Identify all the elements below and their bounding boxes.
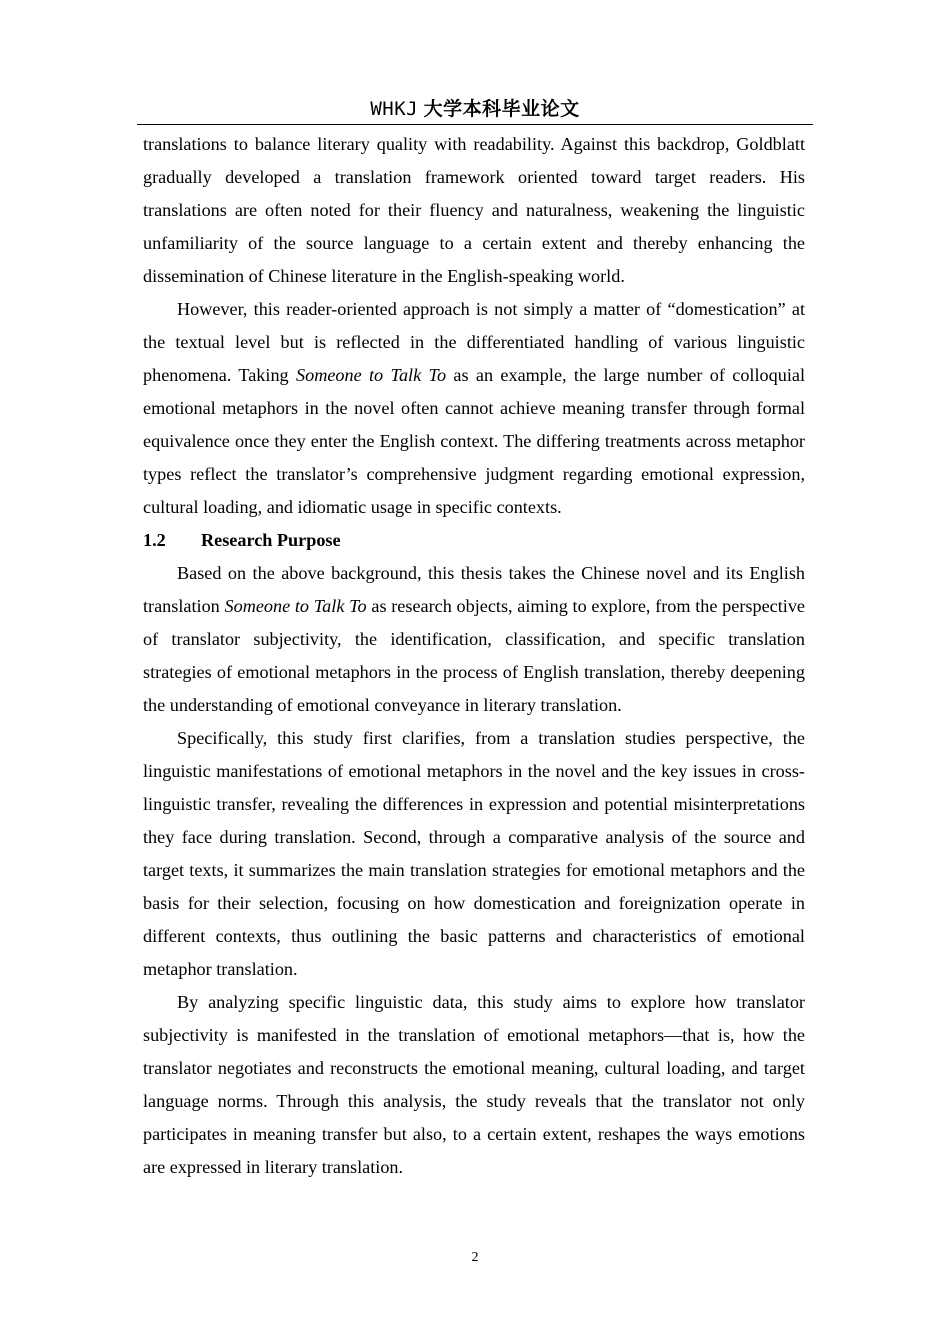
header-cjk: 大学本科毕业论文 bbox=[423, 98, 580, 120]
paragraph-5: By analyzing specific linguistic data, this study aims to explore how translator subjectivity is manifested in the translation of emotional metaphors—that is, how the translator negotiates and reconstructs the emotional meaning, cultural loading, and target language norms. Through this analysis, the study reveals that the translator not only participates in meaning transfer but also, to a certain extent, reshapes the ways emotions are expressed in literary translation. bbox=[143, 992, 805, 1177]
page-header bbox=[137, 96, 813, 125]
paragraph-2 bbox=[143, 293, 805, 524]
paragraph-2-text-a: However, this reader-oriented approach is not simply a matter of “domestication” at the textual level but is reflected in the differentiated handling of various linguistic phenomena. Taking bbox=[143, 299, 805, 385]
paragraph-3-text-a: Based on the above background, this thesis takes the Chinese novel and its English translation bbox=[143, 563, 805, 616]
paragraph-3 bbox=[143, 557, 805, 722]
paragraph-2-text-b: as an example, the large number of colloquial emotional metaphors in the novel often cannot achieve meaning transfer through formal equivalence once they enter the English context. The differing treatments across metaphor types reflect the translator’s comprehensive judgment regarding emotional expression, cultural loading, and idiomatic usage in specific contexts. bbox=[143, 365, 805, 517]
section-title: Research Purpose bbox=[201, 530, 341, 550]
paragraph-3-text-b: as research objects, aiming to explore, from the perspective of translator subjectivity, the identification, classification, and specific translation strategies of emotional metaphors in the process of English translation, thereby deepening the understanding of emotional conveyance in literary translation. bbox=[143, 596, 805, 715]
page-number: 2 bbox=[471, 1250, 479, 1265]
paragraph-3-book-title: Someone to Talk To bbox=[224, 596, 367, 616]
header-latin: WHKJ bbox=[370, 98, 419, 120]
section-heading bbox=[143, 524, 805, 557]
section-number: 1.2 bbox=[143, 530, 166, 550]
paragraph-4: Specifically, this study first clarifies, from a translation studies perspective, the linguistic manifestations of emotional metaphors in the novel and the key issues in cross-linguistic transfer, revealing the differences in expression and potential misinterpretations they face during translation. Second, through a comparative analysis of the source and target texts, it summarizes the main translation strategies for emotional metaphors and the basis for their selection, focusing on how domestication and foreignization operate in different contexts, thus outlining the basic patterns and characteristics of emotional metaphor translation. bbox=[143, 728, 805, 979]
paragraph-1: translations to balance literary quality with readability. Against this backdrop, Goldblatt gradually developed a translation framework oriented toward target readers. His translations are often noted for their fluency and naturalness, weakening the linguistic unfamiliarity of the source language to a certain extent and thereby enhancing the dissemination of Chinese literature in the English-speaking world. bbox=[143, 134, 805, 286]
document-body bbox=[143, 128, 805, 1184]
paragraph-2-book-title: Someone to Talk To bbox=[296, 365, 447, 385]
